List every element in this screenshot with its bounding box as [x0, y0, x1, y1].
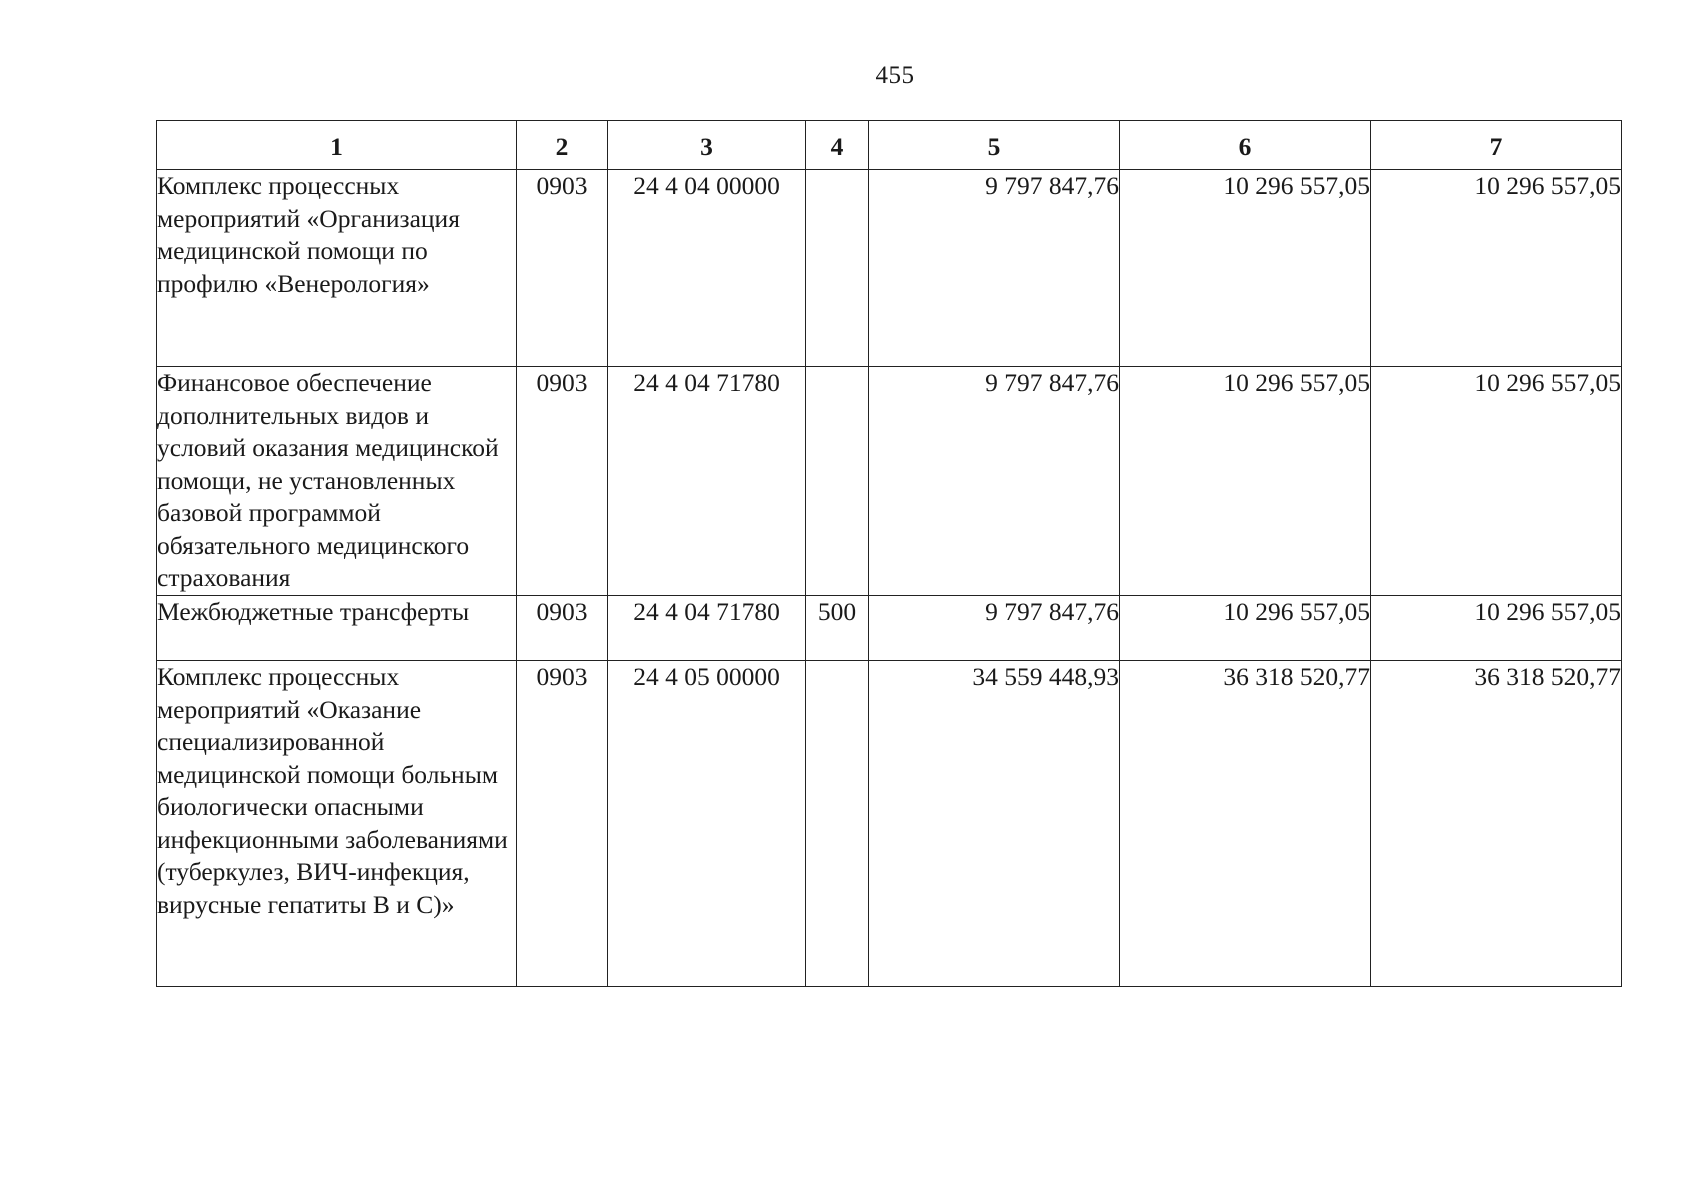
type-code-cell [806, 661, 869, 987]
column-header: 3 [608, 121, 806, 170]
column-header: 4 [806, 121, 869, 170]
amount-col5-cell: 9 797 847,76 [869, 170, 1120, 367]
amount-col7-cell: 10 296 557,05 [1371, 596, 1622, 661]
section-code-cell: 0903 [517, 661, 608, 987]
column-header: 5 [869, 121, 1120, 170]
row-name-cell: Комплекс процессных мероприятий «Оказание специализированной медицинской помощи больным биологически опасными инфекционными заболеваниями (туберкулез, ВИЧ-инфекция, вирусные гепатиты В и С)» [157, 661, 517, 987]
row-name-cell: Финансовое обеспечение дополнительных видов и условий оказания медицинской помощи, не установленных базовой программой обязательного медицинского страхования [157, 367, 517, 596]
page-number: 455 [875, 62, 915, 89]
table-row [157, 367, 1622, 596]
section-code-cell: 0903 [517, 596, 608, 661]
budget-table [156, 120, 1622, 987]
target-code-cell: 24 4 05 00000 [608, 661, 806, 987]
table-row [157, 596, 1622, 661]
amount-col6-cell: 36 318 520,77 [1120, 661, 1371, 987]
amount-col5-cell: 34 559 448,93 [869, 661, 1120, 987]
table-row [157, 170, 1622, 367]
row-name-cell: Комплекс процессных мероприятий «Организация медицинской помощи по профилю «Венерология» [157, 170, 517, 367]
section-code-cell: 0903 [517, 367, 608, 596]
target-code-cell: 24 4 04 71780 [608, 596, 806, 661]
amount-col6-cell: 10 296 557,05 [1120, 170, 1371, 367]
column-header: 2 [517, 121, 608, 170]
amount-col7-cell: 36 318 520,77 [1371, 661, 1622, 987]
amount-col5-cell: 9 797 847,76 [869, 367, 1120, 596]
table-row [157, 661, 1622, 987]
amount-col6-cell: 10 296 557,05 [1120, 367, 1371, 596]
row-name-cell: Межбюджетные трансферты [157, 596, 517, 661]
amount-col5-cell: 9 797 847,76 [869, 596, 1120, 661]
column-header: 7 [1371, 121, 1622, 170]
type-code-cell [806, 367, 869, 596]
target-code-cell: 24 4 04 71780 [608, 367, 806, 596]
amount-col7-cell: 10 296 557,05 [1371, 367, 1622, 596]
header-row [157, 121, 1622, 170]
amount-col7-cell: 10 296 557,05 [1371, 170, 1622, 367]
type-code-cell [806, 170, 869, 367]
target-code-cell: 24 4 04 00000 [608, 170, 806, 367]
column-header: 1 [157, 121, 517, 170]
type-code-cell: 500 [806, 596, 869, 661]
amount-col6-cell: 10 296 557,05 [1120, 596, 1371, 661]
section-code-cell: 0903 [517, 170, 608, 367]
column-header: 6 [1120, 121, 1371, 170]
